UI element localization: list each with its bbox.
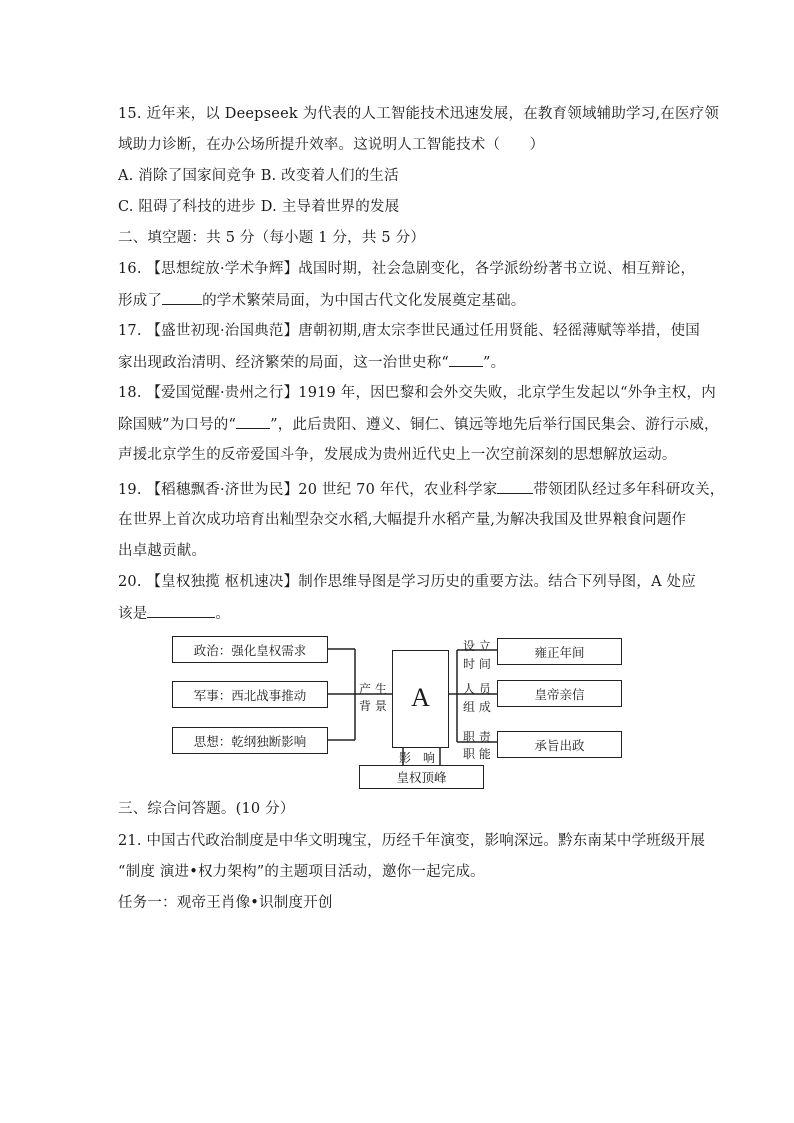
q17-text-post: ”。 [483,355,506,371]
impact-box: 皇权顶峰 [359,765,484,789]
q15-line-1: 15. 近年来，以 Deepseek 为代表的人工智能技术迅速发展，在教育领域辅助学习,在医疗领 [118,106,720,122]
q21-line-2: “制度 演进•权力架构”的主题项目活动，邀你一起完成。 [118,864,485,880]
q20-text-post: 。 [215,606,231,622]
q21-line-1: 21. 中国古代政治制度是中华文明瑰宝，历经千年演变，影响深远。黔东南某中学班级开展 [118,833,706,849]
label-members-1: 人 员 [463,682,491,696]
cause-box-military: 军事：西北战事推动 [172,681,328,708]
q19-text-post: 带领团队经过多年科研攻关， [533,482,725,498]
q20-text-pre: 该是 [118,606,148,622]
detail-box-duties: 承旨出政 [497,731,622,758]
q15-options-ab: A. 消除了国家间竞争 B. 改变着人们的生活 [118,168,399,184]
q15-options-cd: C. 阻碍了科技的进步 D. 主导着世界的发展 [118,199,400,215]
q18-line-3: 声援北京学生的反帝爱国斗争，发展成为贵州近代史上一次空前深刻的思想解放运动。 [118,447,677,463]
detail-box-members: 皇帝亲信 [497,680,622,707]
cause-box-politics: 政治：强化皇权需求 [172,636,328,663]
q17-line-1: 17. 【盛世初现·治国典范】唐朝初期,唐太宗李世民通过任用贤能、轻徭薄赋等举措，使国 [118,323,700,339]
label-duties-2: 职 能 [463,747,491,761]
label-duties-1: 职 责 [463,730,491,744]
q19-line-3: 出卓越贡献。 [118,543,207,559]
q21-task-1: 任务一：观帝王肖像•识制度开创 [118,895,333,911]
background-label-2: 背 景 [359,699,387,713]
section-2-title: 二、填空题：共 5 分（每小题 1 分，共 5 分） [118,230,426,246]
q20-line-1: 20. 【皇权独揽 枢机速决】制作思维导图是学习历史的重要方法。结合下列导图，A 处应 [118,574,696,590]
section-3-title: 三、综合问答题。(10 分） [118,801,295,817]
label-establish-1: 设 立 [463,639,491,653]
q18-line-1: 18. 【爱国觉醒·贵州之行】1919 年，因巴黎和会外交失败，北京学生发起以“外争主权，内 [118,385,716,401]
q17-text-pre: 家出现政治清明、经济繁荣的局面，这一治世史称“ [118,355,450,371]
q18-text-pre: 除国贼”为口号的“ [118,417,237,433]
q16-text-post: 的学术繁荣局面，为中国古代文化发展奠定基础。 [202,293,526,309]
impact-label: 影 响 [399,751,436,765]
center-box-a: A [392,650,449,748]
q15-line-2: 域助力诊断，在办公场所提升效率。这说明人工智能技术（ ） [118,137,545,153]
detail-box-time: 雍正年间 [497,638,622,665]
background-label-1: 产 生 [359,682,387,696]
q16-text-pre: 形成了 [118,293,163,309]
label-members-2: 组 成 [463,700,491,714]
q19-text-pre: 19. 【稻穗飘香·济世为民】20 世纪 70 年代，农业科学家 [118,482,498,498]
label-establish-2: 时 间 [463,657,491,671]
q16-line-1: 16. 【思想绽放·学术争辉】战国时期，社会急剧变化，各学派纷纷著书立说、相互辩论， [118,261,696,277]
cause-box-thought: 思想：乾纲独断影响 [172,727,328,754]
q18-text-post: ”，此后贵阳、遵义、铜仁、镇远等地先后举行国民集会、游行示威， [270,417,719,433]
q19-line-2: 在世界上首次成功培育出籼型杂交水稻,大幅提升水稻产量,为解决我国及世界粮食问题作 [118,512,687,528]
